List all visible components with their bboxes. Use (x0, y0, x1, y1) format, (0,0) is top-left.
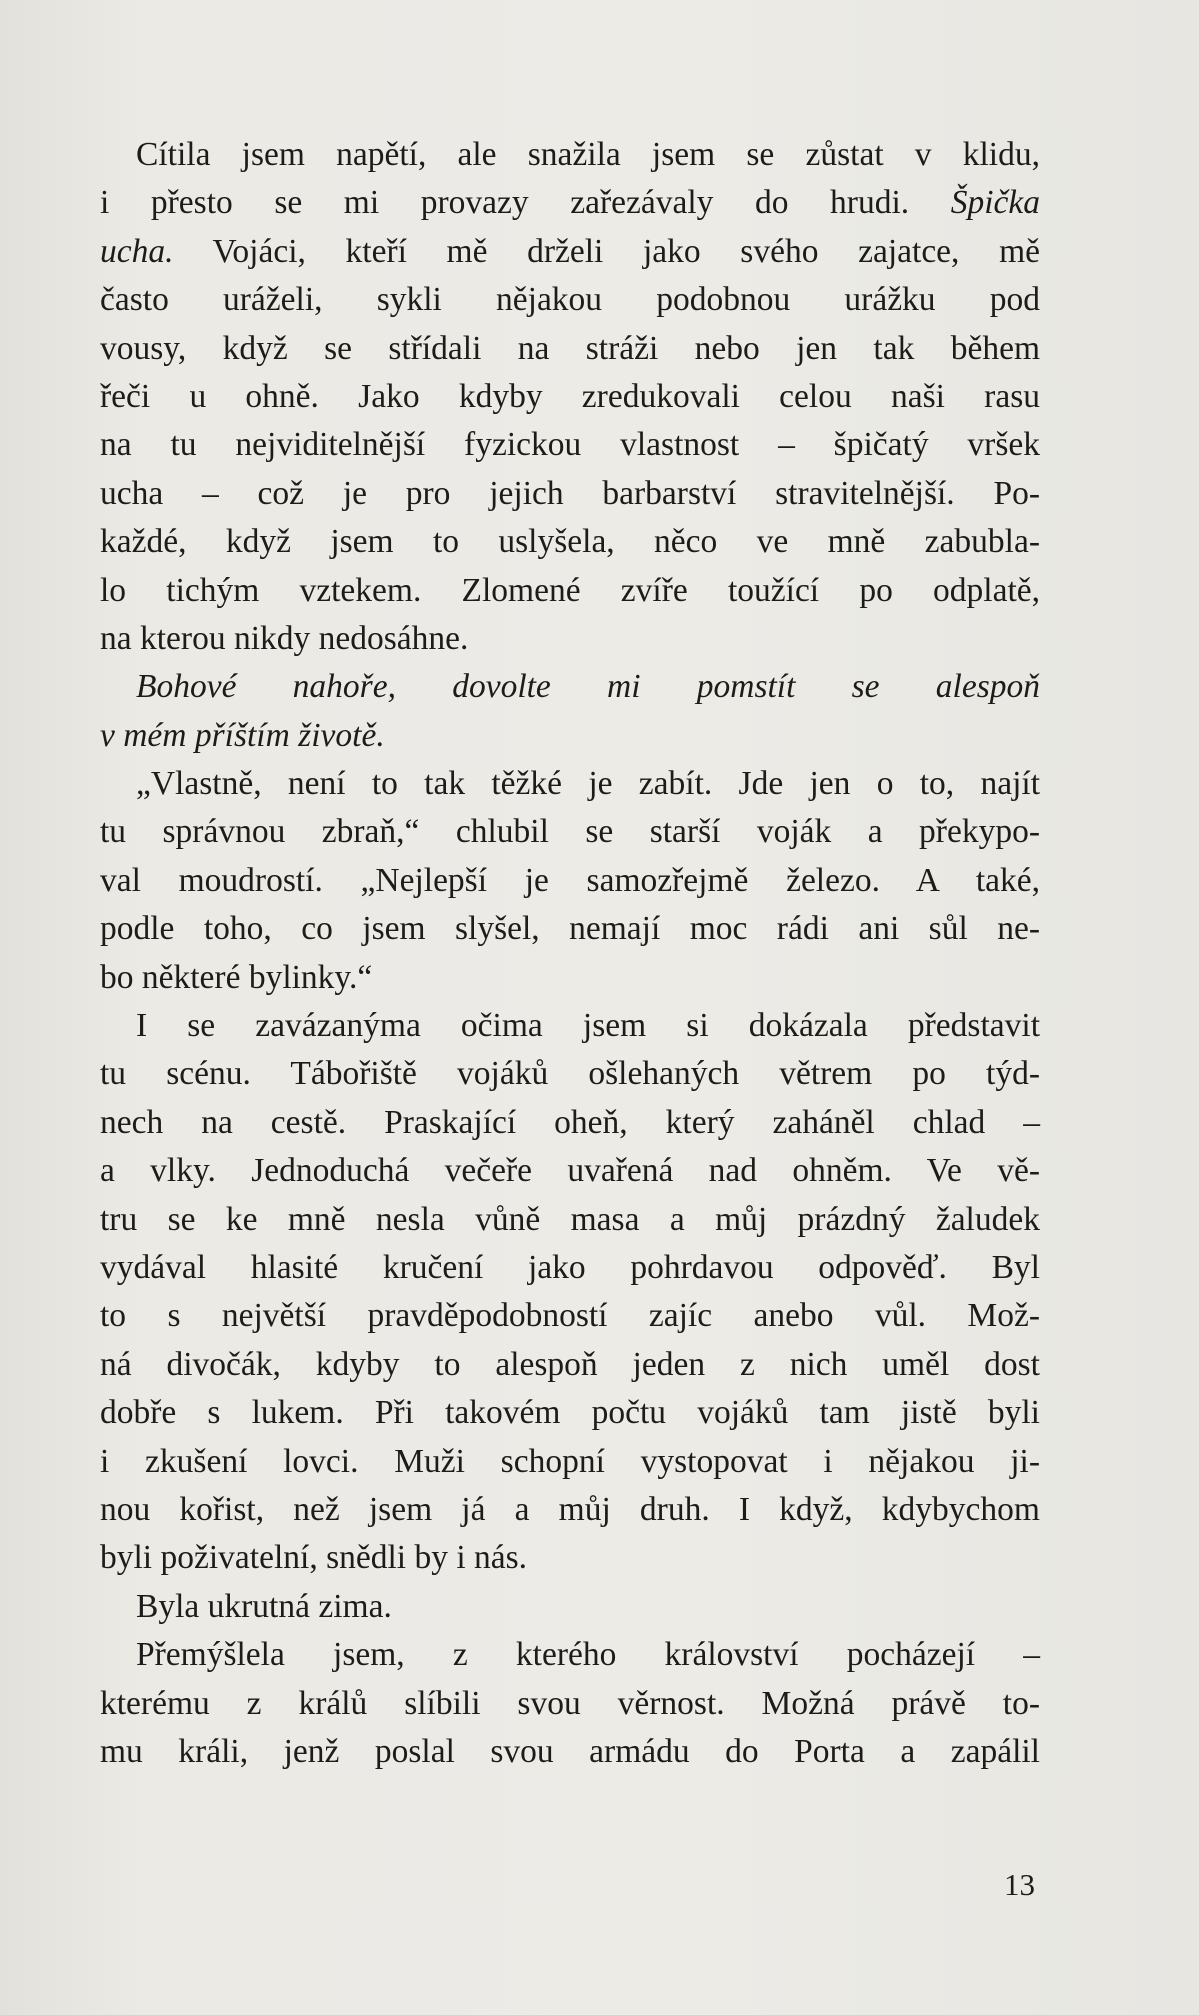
text-line: často uráželi, sykli nějakou podobnou urážku pod (100, 281, 1040, 319)
text-line: kterému z králů slíbili svou věrnost. Možná právě to- (100, 1684, 1040, 1722)
text-line: nou kořist, než jsem já a můj druh. I když, kdybychom (100, 1490, 1040, 1528)
text-line: tu scénu. Tábořiště vojáků ošlehaných větrem po týd- (100, 1055, 1040, 1093)
text-line: vydával hlasité kručení jako pohrdavou odpověď. Byl (100, 1248, 1040, 1286)
text-line: „Vlastně, není to tak těžké je zabít. Jde jen o to, najít (136, 765, 1040, 803)
text-line: podle toho, co jsem slyšel, nemají moc rádi ani sůl ne- (100, 910, 1040, 948)
text-line: na tu nejviditelnější fyzickou vlastnost – špičatý vršek (100, 426, 1040, 464)
text-line: nech na cestě. Praskající oheň, který zaháněl chlad – (100, 1103, 1040, 1141)
text-line: to s největší pravděpodobností zajíc anebo vůl. Mož- (100, 1297, 1040, 1335)
text-line: Cítila jsem napětí, ale snažila jsem se zůstat v klidu, (136, 136, 1040, 173)
text-line: i zkušení lovci. Muži schopní vystopovat i nějakou ji- (100, 1442, 1040, 1480)
body-text (100, 131, 1040, 1776)
text-line: každé, když jsem to uslyšela, něco ve mně zabubla- (100, 523, 1040, 561)
text-line: Přemýšlela jsem, z kterého království pocházejí – (136, 1636, 1040, 1674)
text-line: tu správnou zbraň,“ chlubil se starší voják a překypo- (100, 813, 1040, 851)
text-line: lo tichým vztekem. Zlomené zvíře toužící po odplatě, (100, 571, 1040, 609)
text-line-italic: Bohové nahoře, dovolte mi pomstít se alespoň (136, 668, 1040, 706)
text-line: ucha. Vojáci, kteří mě drželi jako svého zajatce, mě (100, 232, 1040, 270)
text-line: a vlky. Jednoduchá večeře uvařená nad ohněm. Ve vě- (100, 1152, 1040, 1190)
text-line: bo některé bylinky.“ (100, 958, 373, 996)
text-line: vousy, když se střídali na stráži nebo jen tak během (100, 329, 1040, 367)
text-line: Byla ukrutná zima. (136, 1587, 392, 1625)
text-line: dobře s lukem. Při takovém počtu vojáků tam jistě byli (100, 1394, 1040, 1432)
italic-phrase: Špička (950, 184, 1040, 222)
text-line: ucha – což je pro jejich barbarství stravitelnější. Po- (100, 474, 1040, 512)
text-line: na kterou nikdy nedosáhne. (100, 619, 469, 657)
text-line: ná divočák, kdyby to alespoň jeden z nich uměl dost (100, 1345, 1040, 1383)
text-line: byli poživatelní, snědli by i nás. (100, 1539, 528, 1577)
text-line: mu králi, jenž poslal svou armádu do Porta a zapálil (100, 1732, 1040, 1770)
text-line: I se zavázanýma očima jsem si dokázala představit (136, 1007, 1040, 1045)
italic-phrase: ucha. (100, 232, 174, 270)
text-line-italic: v mém příštím životě. (100, 716, 385, 754)
text-line: tru se ke mně nesla vůně masa a můj prázdný žaludek (100, 1200, 1040, 1238)
text-line: val moudrostí. „Nejlepší je samozřejmě železo. A také, (100, 861, 1040, 899)
page-number: 13 (1004, 1867, 1035, 1902)
text-line: i přesto se mi provazy zařezávaly do hrudi. Špička (100, 184, 1040, 222)
text-line: řeči u ohně. Jako kdyby zredukovali celou naši rasu (100, 377, 1040, 415)
